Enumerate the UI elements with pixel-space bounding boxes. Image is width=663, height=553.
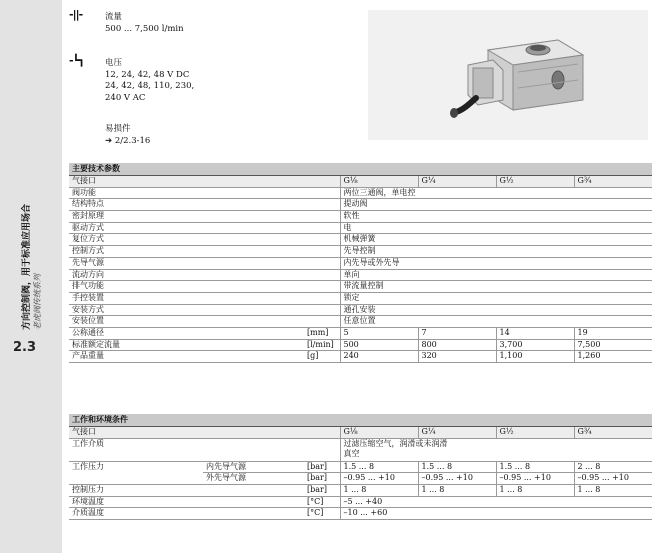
table-row xyxy=(69,257,652,269)
row-cell: 1 ... 8 xyxy=(496,485,574,497)
sidebar-title-block xyxy=(22,180,40,330)
row-label: 密封原理 xyxy=(69,211,340,223)
row-label: 排气功能 xyxy=(69,281,340,293)
table-row xyxy=(69,473,652,485)
table1-title: 主要技术参数 xyxy=(69,163,652,176)
sidebar-subtitle: 老虎阀传统系列 xyxy=(33,274,42,330)
row-label: 安装方式 xyxy=(69,304,340,316)
row-unit: [°C] xyxy=(304,508,340,520)
row-label: 工作介质 xyxy=(69,438,340,461)
medium-line-1: 过滤压缩空气，润滑或未润滑 xyxy=(343,438,448,448)
row-label: 复位方式 xyxy=(69,234,340,246)
wear-parts-ref: ➔ 2/2.3-16 xyxy=(105,135,151,146)
row-cell: 1 ... 8 xyxy=(418,485,496,497)
row-value: 任意位置 xyxy=(340,316,652,328)
table-row xyxy=(69,508,652,520)
row-unit: [mm] xyxy=(304,327,340,339)
operating-conditions-table xyxy=(69,414,652,520)
table-row xyxy=(69,316,652,328)
flow-symbol-icon: -||- xyxy=(69,8,83,21)
row-cell: 5 xyxy=(340,327,418,339)
product-photo xyxy=(368,10,648,140)
row-unit: [bar] xyxy=(304,485,340,497)
table2-header-col: G¾ xyxy=(574,427,652,439)
row-value: 先导控制 xyxy=(340,246,652,258)
row-value: 内先导或外先导 xyxy=(340,257,652,269)
voltage-spec xyxy=(105,58,194,104)
row-label: 阀功能 xyxy=(69,187,340,199)
table-row xyxy=(69,187,652,199)
table-row xyxy=(69,461,652,473)
row-cell: 500 xyxy=(340,339,418,351)
sidebar xyxy=(0,0,62,553)
table-row xyxy=(69,351,652,363)
voltage-line-1: 12, 24, 42, 48 V DC xyxy=(105,69,190,80)
row-cell: 19 xyxy=(574,327,652,339)
row-cell: 1,260 xyxy=(574,351,652,363)
row-cell: 7 xyxy=(418,327,496,339)
row-label: 手控装置 xyxy=(69,292,340,304)
row-cell: 7,500 xyxy=(574,339,652,351)
row-cell: –0.95 ... +10 xyxy=(418,473,496,485)
row-label: 控制压力 xyxy=(69,485,304,497)
row-unit: [bar] xyxy=(304,473,340,485)
table1-header-label: 气接口 xyxy=(69,176,340,188)
section-number: 2.3 xyxy=(13,340,37,355)
row-sublabel: 内先导气源 xyxy=(203,461,304,473)
row-cell: 14 xyxy=(496,327,574,339)
row-label: 介质温度 xyxy=(69,508,304,520)
sidebar-title: 方向控制阀，用于标准应用场合 xyxy=(22,203,32,330)
valve-image xyxy=(368,10,648,140)
table2-header-col: G⅛ xyxy=(340,427,418,439)
table2-title: 工作和环境条件 xyxy=(69,414,652,427)
row-label: 结构特点 xyxy=(69,199,340,211)
table-row xyxy=(69,496,652,508)
table-row xyxy=(69,292,652,304)
table-row xyxy=(69,211,652,223)
row-cell: –0.95 ... +10 xyxy=(340,473,418,485)
row-value: 提动阀 xyxy=(340,199,652,211)
table1-header-col: G⅛ xyxy=(340,176,418,188)
row-label: 驱动方式 xyxy=(69,222,340,234)
table-row xyxy=(69,246,652,258)
voltage-line-3: 240 V AC xyxy=(105,92,146,103)
row-cell: –0.95 ... +10 xyxy=(496,473,574,485)
main-tech-params-table xyxy=(69,163,652,363)
table-row xyxy=(69,327,652,339)
flow-label: 流量 xyxy=(105,12,123,22)
row-cell: –0.95 ... +10 xyxy=(574,473,652,485)
table-row xyxy=(69,269,652,281)
row-cell: 1 ... 8 xyxy=(574,485,652,497)
table2-header-col: G¼ xyxy=(418,427,496,439)
row-value: –5 ... +40 xyxy=(340,496,652,508)
wear-parts-spec xyxy=(105,124,150,147)
row-label: 安装位置 xyxy=(69,316,340,328)
table-row xyxy=(69,281,652,293)
row-value: 带流量控制 xyxy=(340,281,652,293)
row-value: 电 xyxy=(340,222,652,234)
table1-header-col: G¾ xyxy=(574,176,652,188)
row-value: 软性 xyxy=(340,211,652,223)
row-label: 产品重量 xyxy=(69,351,304,363)
table1-header-col: G½ xyxy=(496,176,574,188)
row-cell: 3,700 xyxy=(496,339,574,351)
table-row xyxy=(69,199,652,211)
table-row xyxy=(69,222,652,234)
row-value: 单向 xyxy=(340,269,652,281)
table-row xyxy=(69,234,652,246)
row-label-empty xyxy=(69,473,203,485)
row-sublabel: 外先导气源 xyxy=(203,473,304,485)
row-value: 通孔安装 xyxy=(340,304,652,316)
row-label: 工作压力 xyxy=(72,461,104,471)
row-cell: 1 ... 8 xyxy=(340,485,418,497)
row-value: 锁定 xyxy=(340,292,652,304)
row-value: –10 ... +60 xyxy=(340,508,652,520)
table-row xyxy=(69,485,652,497)
row-label: 环境温度 xyxy=(69,496,304,508)
flow-value: 500 ... 7,500 l/min xyxy=(105,23,184,34)
row-label: 先导气源 xyxy=(69,257,340,269)
row-cell: 2 ... 8 xyxy=(574,461,652,473)
table-row xyxy=(69,339,652,351)
row-unit: [bar] xyxy=(304,461,340,473)
row-label: 公称通径 xyxy=(69,327,304,339)
voltage-label: 电压 xyxy=(105,58,123,68)
medium-line-2: 真空 xyxy=(343,449,360,459)
row-cell: 1,100 xyxy=(496,351,574,363)
medium-value xyxy=(340,438,652,461)
table2-header-label: 气接口 xyxy=(69,427,340,439)
row-cell: 320 xyxy=(418,351,496,363)
row-value: 机械弹簧 xyxy=(340,234,652,246)
table-row xyxy=(69,304,652,316)
row-cell: 1.5 ... 8 xyxy=(418,461,496,473)
row-label: 标准额定流量 xyxy=(69,339,304,351)
row-cell: 1.5 ... 8 xyxy=(496,461,574,473)
voltage-symbol-icon: -┗┓ xyxy=(69,54,84,67)
row-unit: [g] xyxy=(304,351,340,363)
row-label: 控制方式 xyxy=(69,246,340,258)
table1-header-col: G¼ xyxy=(418,176,496,188)
row-unit: [°C] xyxy=(304,496,340,508)
row-cell: 240 xyxy=(340,351,418,363)
table2-header-col: G½ xyxy=(496,427,574,439)
flow-spec xyxy=(105,12,184,35)
row-cell: 1.5 ... 8 xyxy=(340,461,418,473)
row-value: 两位三通阀，单电控 xyxy=(340,187,652,199)
wear-parts-label: 易损件 xyxy=(105,124,131,134)
row-cell: 800 xyxy=(418,339,496,351)
row-label: 流动方向 xyxy=(69,269,340,281)
row-unit: [l/min] xyxy=(304,339,340,351)
voltage-line-2: 24, 42, 48, 110, 230, xyxy=(105,81,195,91)
table-row xyxy=(69,438,652,461)
